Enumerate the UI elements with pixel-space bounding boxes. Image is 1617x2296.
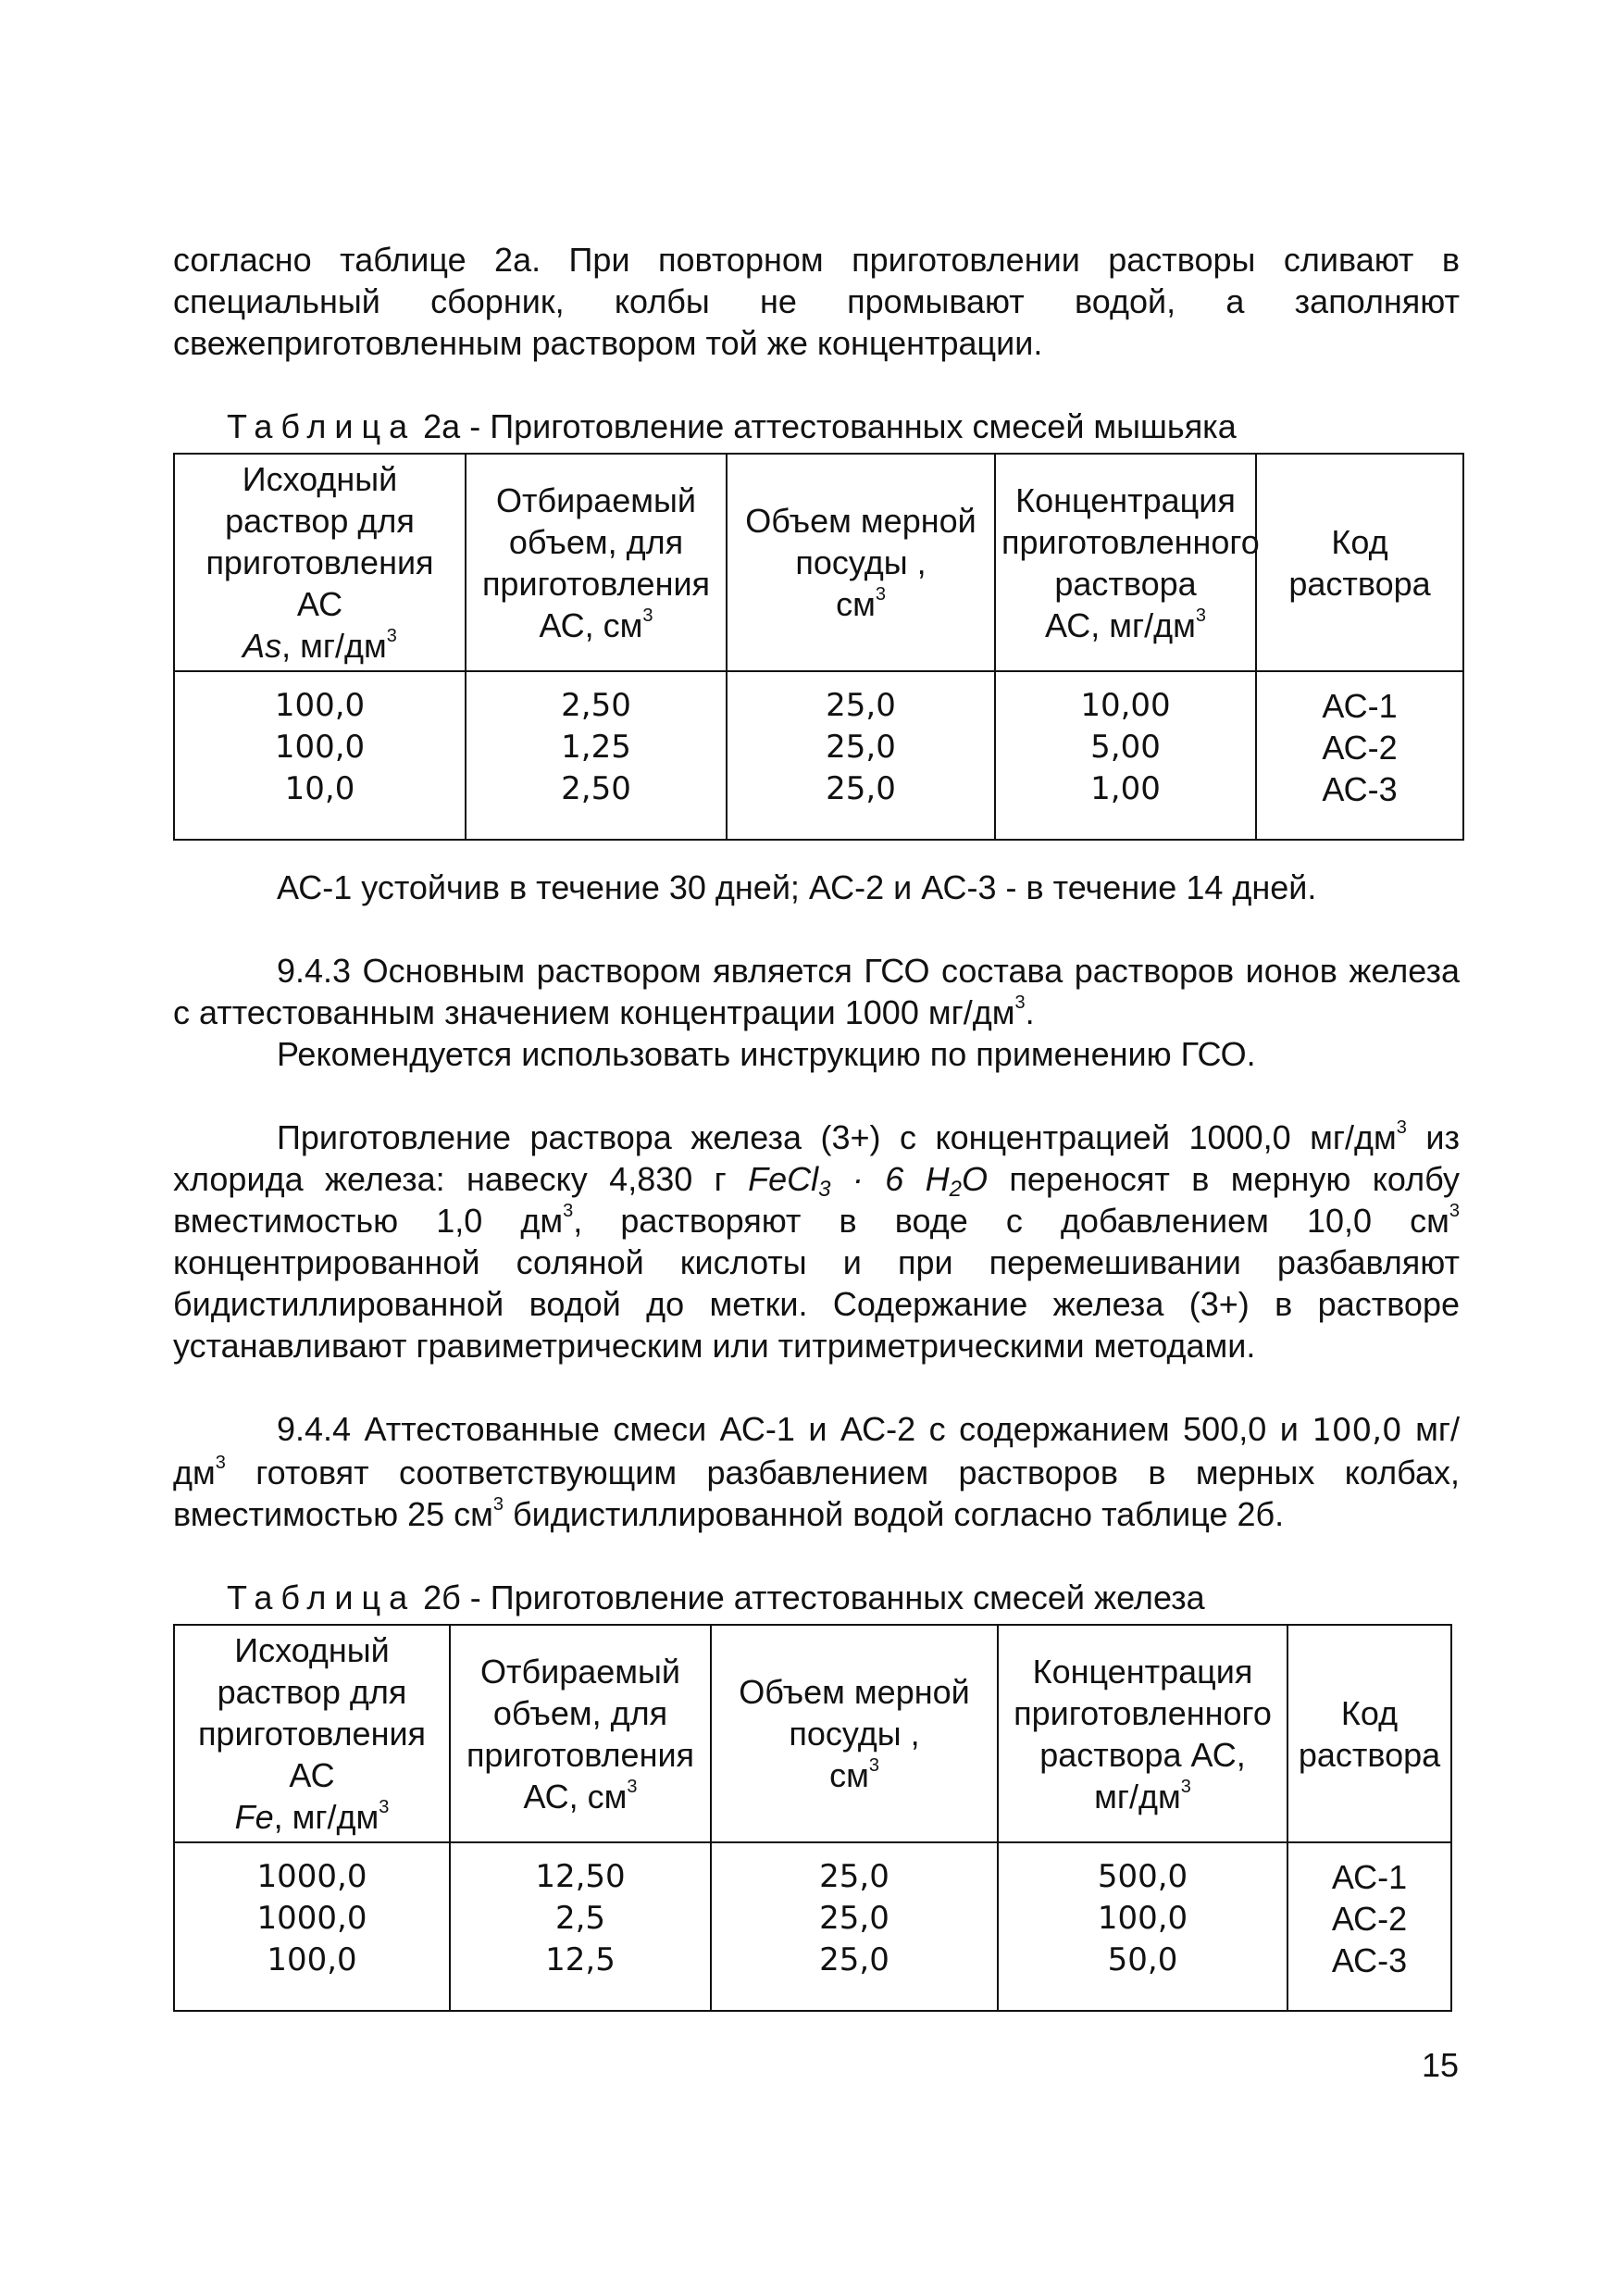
iron-chloride-formula: FeCl$_3$ · 6 $H_2O$: [748, 1160, 989, 1202]
table-2b-header-code: Код раствора: [1287, 1625, 1451, 1842]
table-cell-value: АС-1: [1322, 687, 1398, 725]
table-cell-value: 1000,0: [256, 1900, 367, 1937]
table-cell-value: 2,5: [554, 1900, 606, 1937]
table-cell-value: АС-3: [1322, 770, 1398, 808]
table-2a-header-source: Исходный раствор для приготовления АС As, $мг/дм^3$: [174, 454, 466, 671]
table-2b-header-flask: Объем мерной посуды , $см^3$: [711, 1625, 998, 1842]
table-cell-value: 10,00: [1080, 687, 1171, 724]
table-cell-value: 100,0: [1097, 1900, 1188, 1937]
table-cell-value: 25,0: [819, 1900, 889, 1937]
table-2a-header-flask: Объем мерной посуды , $см^3$: [727, 454, 995, 671]
table-cell-value: 500,0: [1097, 1858, 1188, 1895]
table-cell-value: 50,0: [1107, 1941, 1178, 1978]
table-2b-volume-cell: [450, 1842, 711, 2011]
table-2b-caption-text: 2б - Приготовление аттестованных смесей железа: [423, 1578, 1205, 1616]
table-cell-value: 100,0: [274, 729, 366, 766]
table-cell-value: АС-3: [1331, 1941, 1408, 1979]
table-2b-source-cell: [174, 1842, 450, 2011]
iron-preparation-paragraph: Приготовление раствора железа (3+) с концентрацией 1000,0 $мг/дм^3$ из хлорида железа: навеску 4,830 г FeCl$_3$ · 6 $H_2O$ переносят в мерную колбу вместимостью 1,0 $дм^3$, растворяют в воде с добавлением 10,0 $см^3$ концентрированной соляной кислоты и при перемешивании разбавляют бидистиллированной водой до метки. Содержание железа (3+) в растворе устанавливают гравиметрическим или титриметрическими методами.: [173, 1117, 1460, 1365]
table-2a-flask-cell: [727, 671, 995, 840]
section-9-4-4-paragraph: 9.4.4 Аттестованные смеси АС-1 и АС-2 с содержанием 500,0 и 100,0 $мг/дм^3$ готовят соответствующим разбавлением растворов в мерных колбах, вместимостью 25 $см^3$ бидистиллированной водой согласно таблице 2б.: [173, 1410, 1460, 1533]
table-cell-value: 25,0: [826, 687, 896, 724]
table-cell-value: 100,0: [274, 687, 366, 724]
page-content: [173, 239, 1460, 2012]
table-cell-value: АС-1: [1331, 1858, 1408, 1896]
table-cell-value: АС-2: [1331, 1900, 1408, 1938]
table-cell-value: 25,0: [819, 1941, 889, 1978]
intro-paragraph: согласно таблице 2а. При повторном приготовлении растворы сливают в специальный сборник, колбы не промывают водой, а заполняют свежеприготовленным раствором той же концентрации.: [173, 241, 1460, 362]
table-2a-header-row: [174, 454, 1463, 671]
table-2b: [173, 1624, 1452, 2012]
table-2a-note: АС-1 устойчив в течение 30 дней; АС-2 и АС-3 - в течение 14 дней.: [277, 868, 1317, 906]
page-number: 15: [1422, 2046, 1460, 2084]
table-2b-caption: [227, 1577, 1460, 1618]
section-9-4-3-paragraph: 9.4.3 Основным раствором является ГСО состава растворов ионов железа с аттестованным значением концентрации 1000 $мг/дм^3$.: [173, 952, 1460, 1031]
table-2a-caption: [227, 406, 1460, 447]
table-2a-data-row: [174, 671, 1463, 840]
table-cell-value: 100,0: [267, 1941, 357, 1978]
table-cell-value: 12,50: [535, 1858, 626, 1895]
table-2b-header-volume: Отбираемый объем, для приготовления АС, $см^3$: [450, 1625, 711, 1842]
table-cell-value: 2,50: [561, 770, 631, 807]
table-2b-header-row: [174, 1625, 1451, 1842]
table-cell-value: 5,00: [1090, 729, 1161, 766]
table-2b-concentration-cell: [998, 1842, 1287, 2011]
table-2a-caption-word: Таблица: [227, 407, 417, 445]
table-2a-header-code: Код раствора: [1256, 454, 1463, 671]
table-cell-value: 25,0: [826, 729, 896, 766]
table-2a-source-cell: [174, 671, 466, 840]
table-cell-value: 25,0: [826, 770, 896, 807]
table-cell-value: 2,50: [561, 687, 631, 724]
table-cell-value: АС-2: [1322, 729, 1398, 767]
table-cell-value: 1000,0: [256, 1858, 367, 1895]
table-cell-value: 1,00: [1090, 770, 1161, 807]
table-2b-data-row: [174, 1842, 1451, 2011]
table-2a-caption-text: 2а - Приготовление аттестованных смесей мышьяка: [423, 407, 1237, 445]
table-2a-header-volume: Отбираемый объем, для приготовления АС, $см^3$: [466, 454, 727, 671]
table-2b-code-cell: [1287, 1842, 1451, 2011]
table-2a-concentration-cell: [995, 671, 1256, 840]
table-2a-code-cell: [1256, 671, 1463, 840]
table-2b-flask-cell: [711, 1842, 998, 2011]
table-2b-header-source: Исходный раствор для приготовления АС Fe, $мг/дм^3$: [174, 1625, 450, 1842]
table-2a-header-concentration: Концентрация приготовленного раствора АС, $мг/дм^3$: [995, 454, 1256, 671]
table-cell-value: 1,25: [561, 729, 631, 766]
section-9-4-3-recommendation: Рекомендуется использовать инструкцию по применению ГСО.: [277, 1035, 1256, 1073]
table-2b-header-concentration: Концентрация приготовленного раствора АС, $мг/дм^3$: [998, 1625, 1287, 1842]
table-2a: [173, 453, 1464, 841]
table-2a-volume-cell: [466, 671, 727, 840]
table-cell-value: 10,0: [284, 770, 355, 807]
table-cell-value: 25,0: [819, 1858, 889, 1895]
table-2b-caption-word: Таблица: [227, 1578, 417, 1616]
table-cell-value: 12,5: [545, 1941, 616, 1978]
